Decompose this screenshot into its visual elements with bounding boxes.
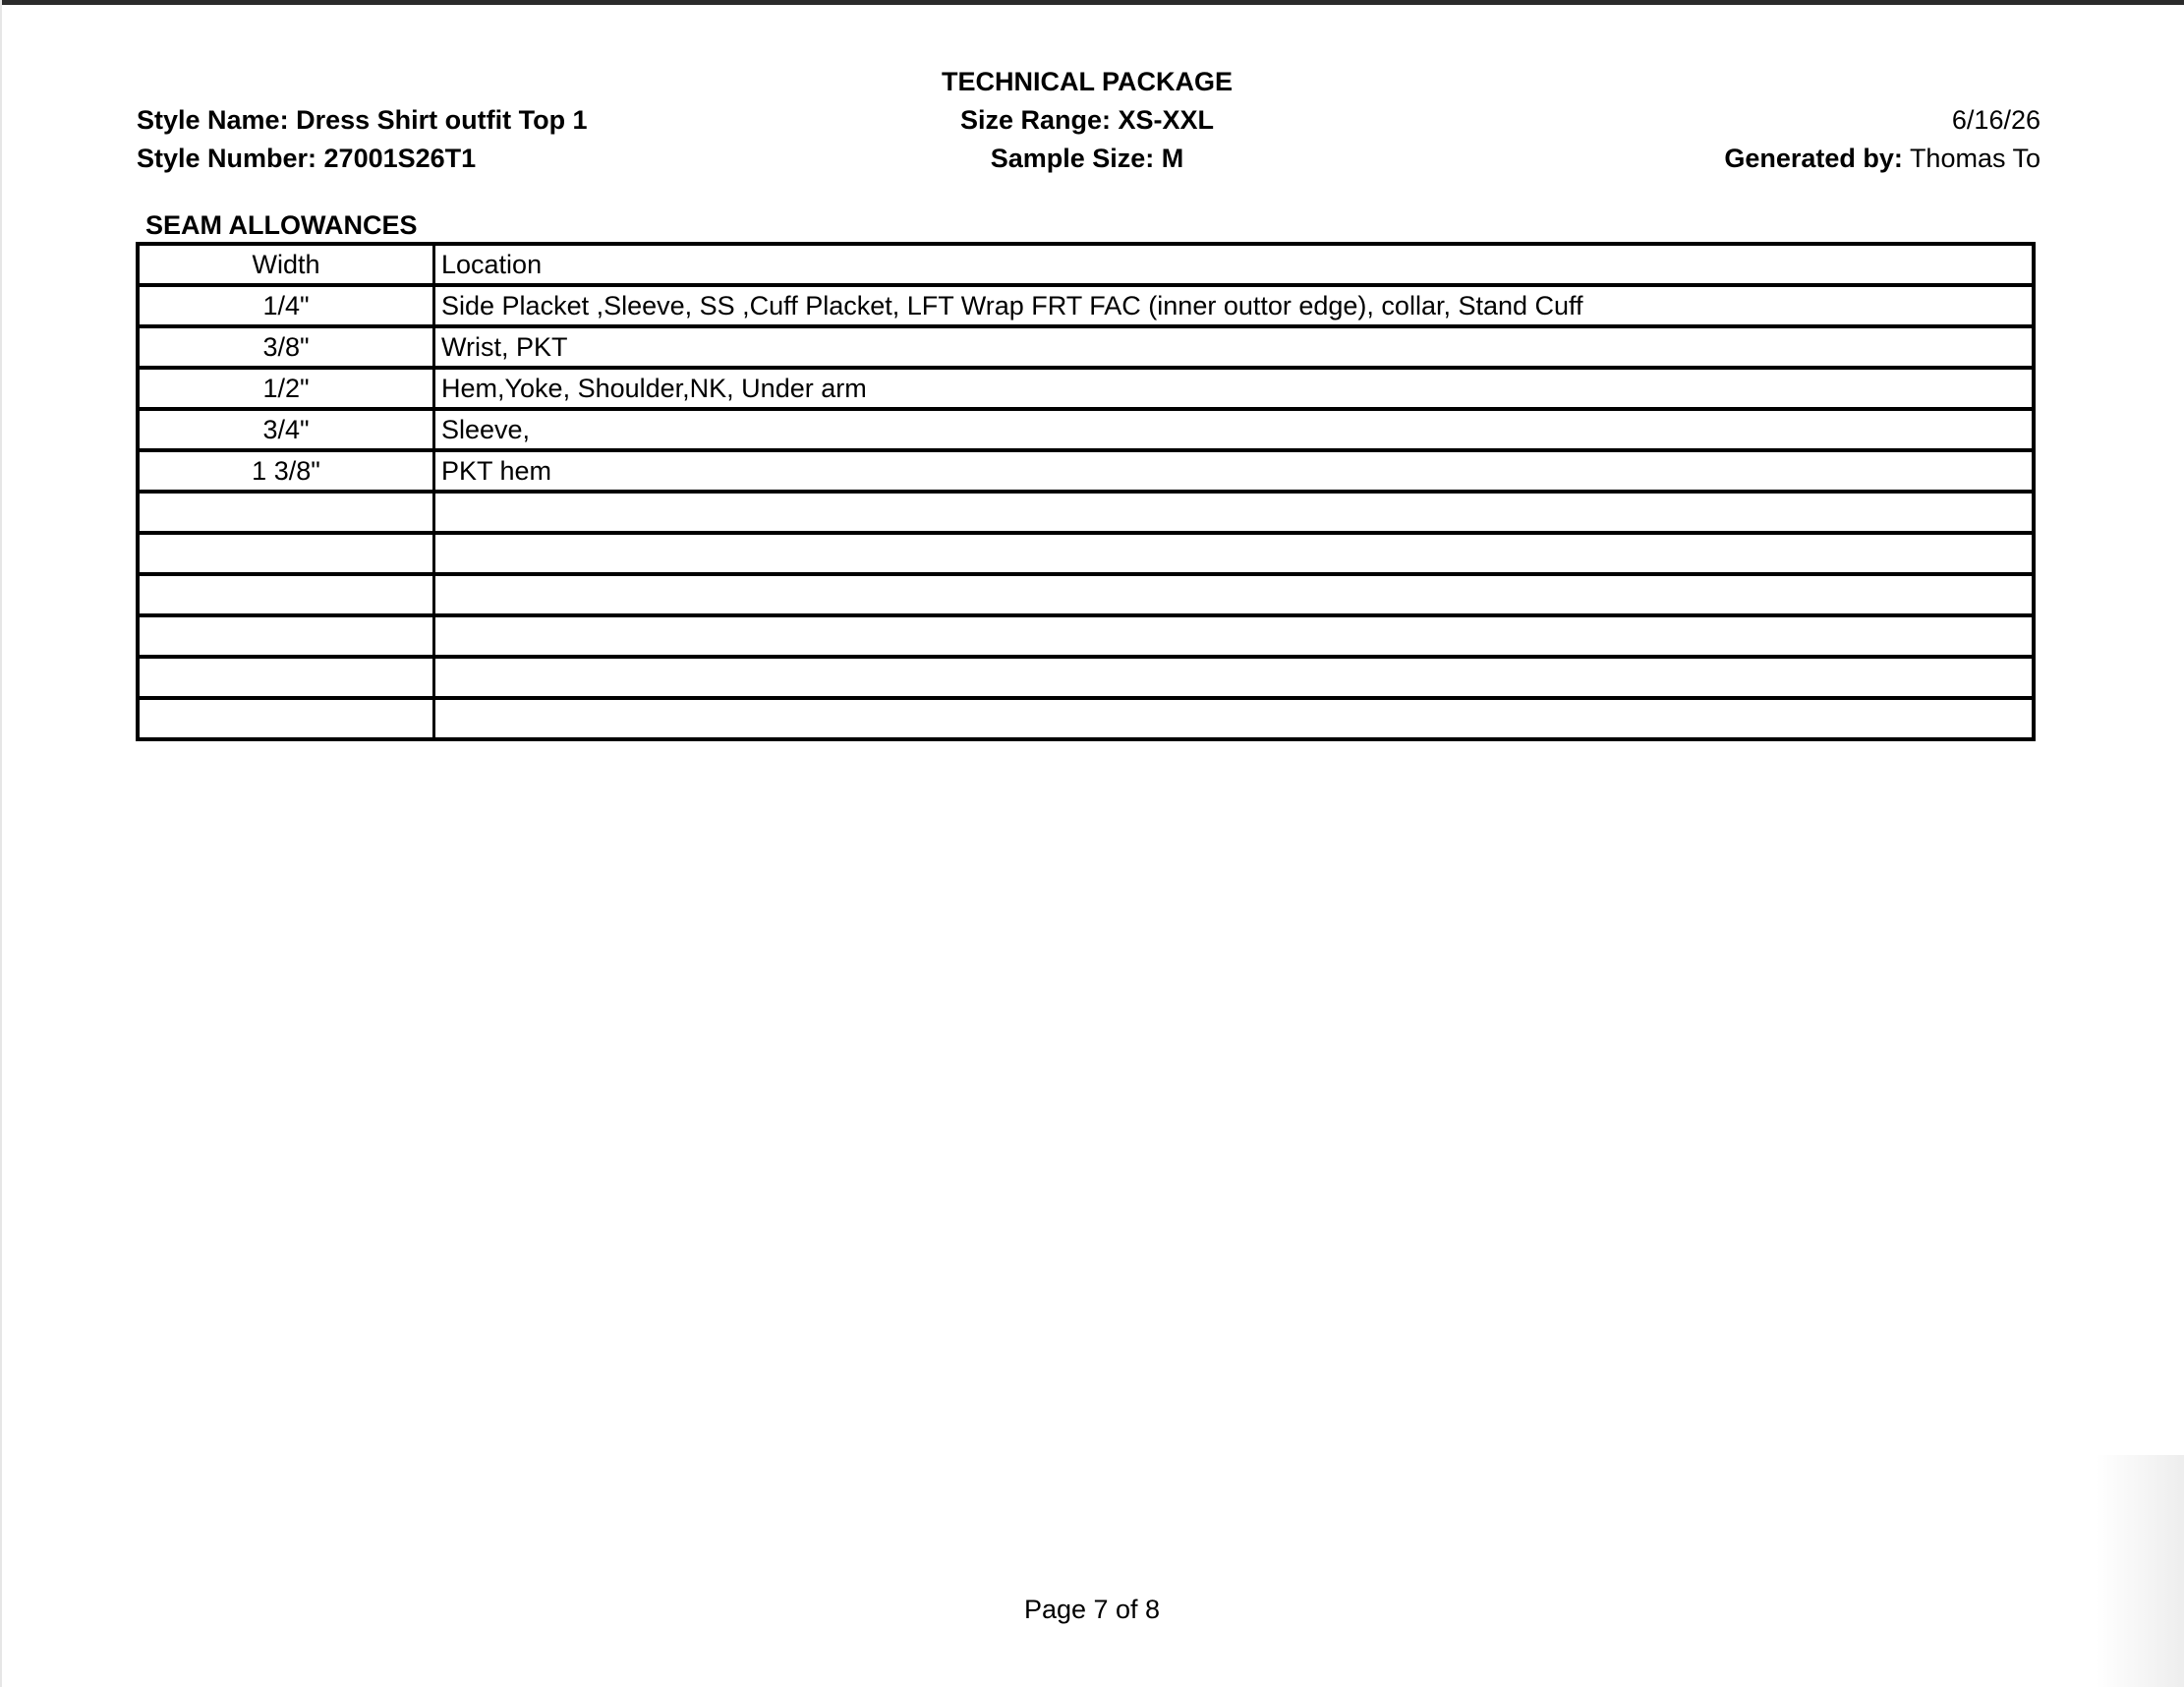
width-cell: 1 3/8" [138,450,434,492]
location-cell [434,492,2035,533]
location-cell [434,533,2035,574]
location-cell: PKT hem [434,450,2035,492]
location-cell [434,574,2035,615]
location-cell [434,657,2035,698]
table-row [138,574,2034,615]
location-cell: Wrist, PKT [434,326,2035,368]
page-curl-shadow [2096,1455,2184,1687]
generated-by-name: Thomas To [1909,144,2040,173]
location-cell [434,615,2035,657]
location-cell [434,698,2035,739]
column-header-location: Location [434,244,2035,285]
table-row [138,698,2034,739]
location-cell: Side Placket ,Sleeve, SS ,Cuff Placket, LFT Wrap FRT FAC (inner outtor edge), collar, Stand Cuff [434,285,2035,326]
document-date: 6/16/26 [1951,105,2040,135]
table-row [138,492,2034,533]
table-row [138,657,2034,698]
width-cell: 3/4" [138,409,434,450]
generated-by-label: Generated by: [1724,144,1903,173]
table-header-row [138,244,2034,285]
location-cell: Sleeve, [434,409,2035,450]
width-cell [138,657,434,698]
width-cell [138,574,434,615]
width-cell: 1/2" [138,368,434,409]
style-name: Style Name: Dress Shirt outfit Top 1 [137,105,588,135]
width-cell: 3/8" [138,326,434,368]
location-cell: Hem,Yoke, Shoulder,NK, Under arm [434,368,2035,409]
table-row [138,409,2034,450]
table-row [138,533,2034,574]
table-row [138,368,2034,409]
seam-allowances-table [136,242,2036,741]
table-row [138,615,2034,657]
width-cell [138,492,434,533]
width-cell [138,533,434,574]
sample-size: Sample Size: M [990,144,1184,173]
page-number: Page 7 of 8 [1023,1595,1161,1624]
size-range: Size Range: XS-XXL [959,105,1215,135]
style-number: Style Number: 27001S26T1 [137,144,477,173]
seam-allowances-title: SEAM ALLOWANCES [145,210,418,240]
width-cell: 1/4" [138,285,434,326]
left-edge [0,0,2,1687]
doc-title: TECHNICAL PACKAGE [941,67,1233,96]
generated-by [1549,142,2040,175]
table-row [138,326,2034,368]
column-header-width: Width [138,244,434,285]
width-cell [138,615,434,657]
table-row [138,285,2034,326]
top-border [0,0,2184,5]
table-row [138,450,2034,492]
width-cell [138,698,434,739]
